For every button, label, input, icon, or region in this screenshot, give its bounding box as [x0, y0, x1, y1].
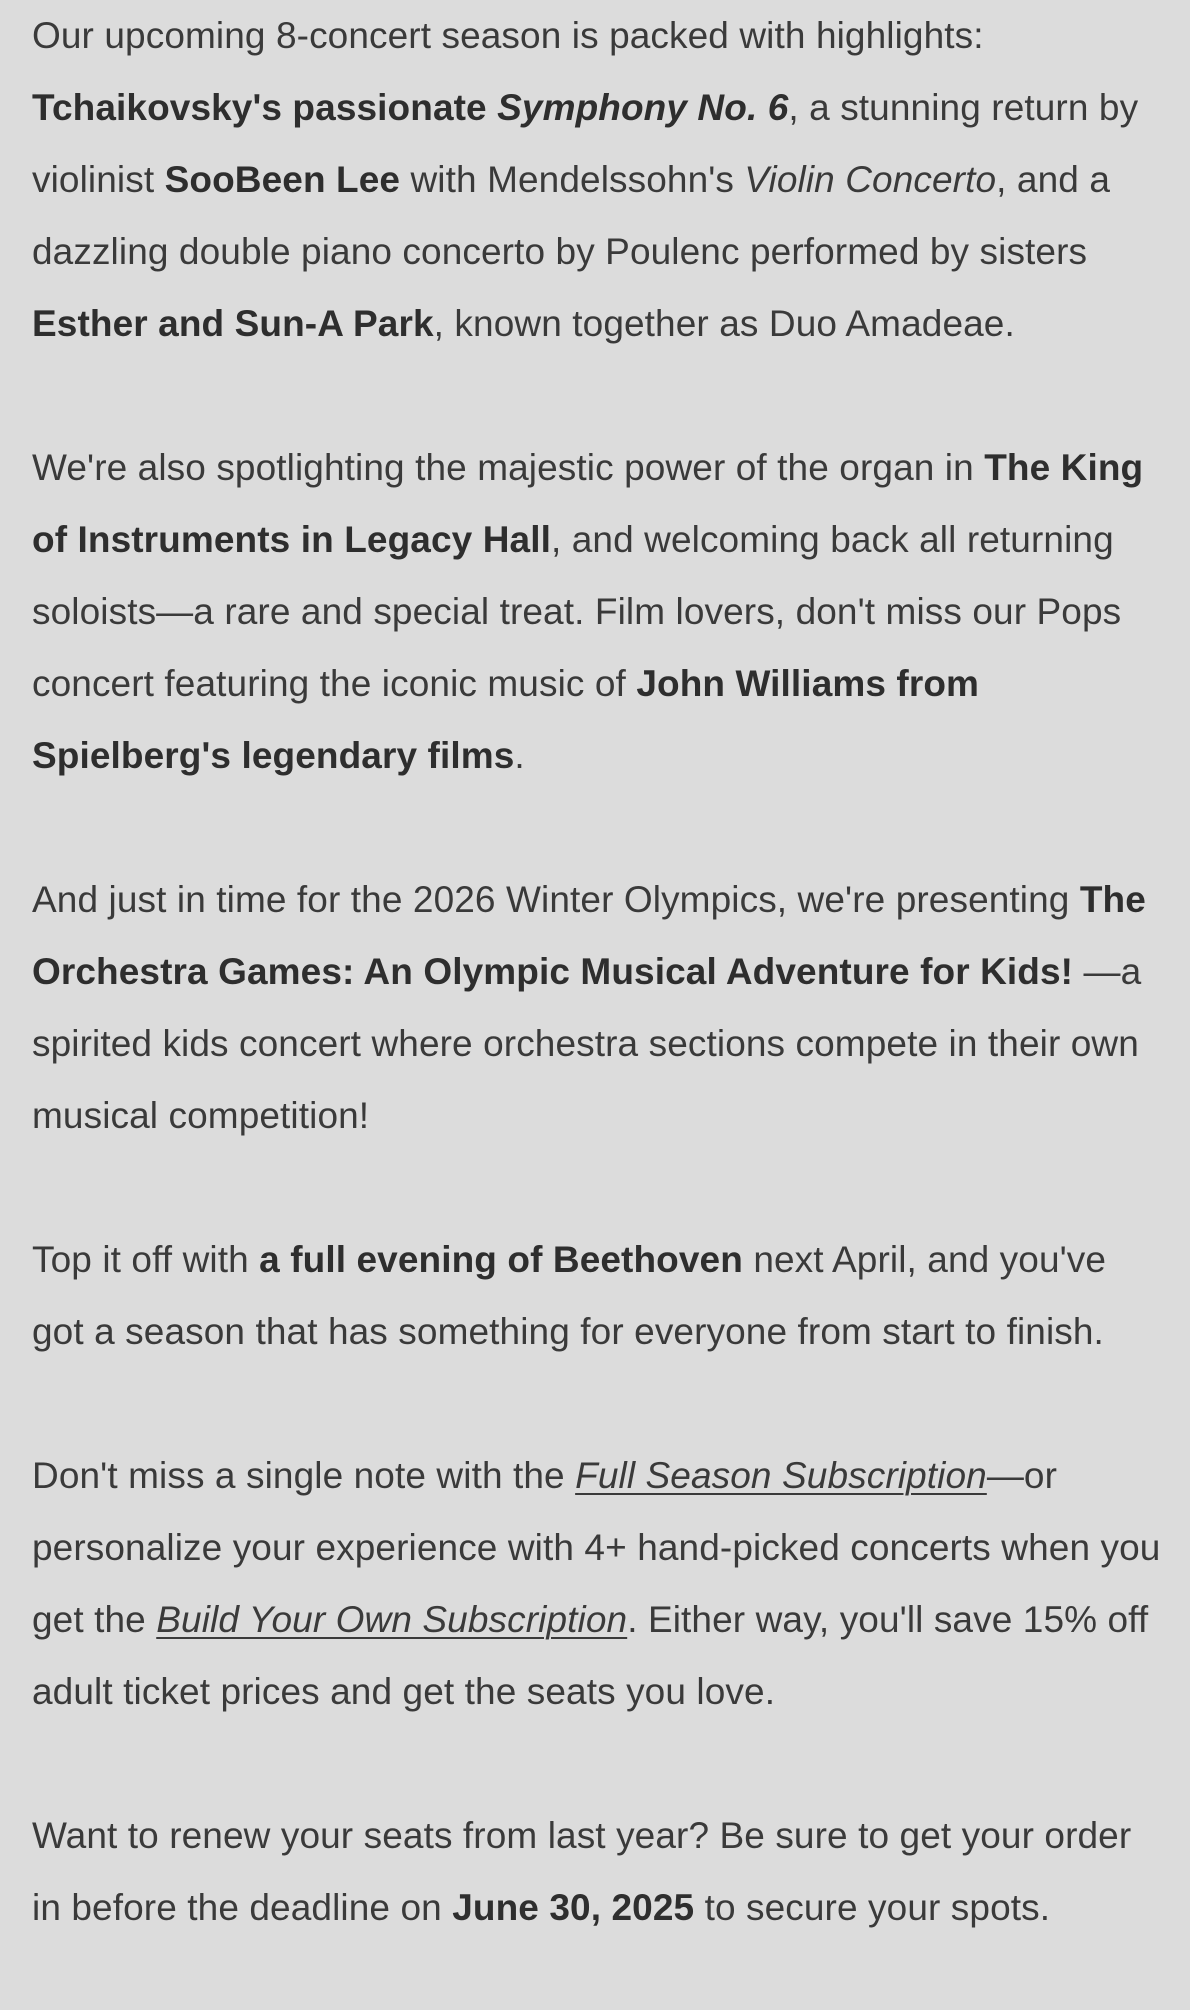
paragraph-spacer [32, 1368, 1162, 1440]
text: , known together as Duo Amadeae. [433, 303, 1015, 344]
concerto-title: Violin Concerto [744, 159, 997, 200]
text: Top it off with [32, 1239, 260, 1280]
organ-pops-paragraph [32, 432, 1162, 792]
build-your-own-subscription-link[interactable]: Build Your Own Subscription [156, 1599, 628, 1640]
text: —a spirited kids concert where orchestra sections compete in their own musical competition! [32, 951, 1142, 1136]
text: . [514, 735, 525, 776]
full-season-subscription-link[interactable]: Full Season Subscription [575, 1455, 987, 1496]
soloist-name: SooBeen Lee [164, 159, 401, 200]
text: , and a dazzling double piano concerto by Poulenc performed by sisters [32, 159, 1111, 272]
season-highlights-paragraph [32, 0, 1162, 360]
paragraph-spacer [32, 1152, 1162, 1224]
beethoven-highlight: a full evening of Beethoven [259, 1239, 743, 1280]
paragraph-spacer [32, 360, 1162, 432]
text: to secure your spots. [694, 1887, 1051, 1928]
text: , and welcoming back all returning soloists—a rare and special treat. Film lovers, don't miss our Pops concert featuring the iconic music of [32, 519, 1122, 704]
text: We're also spotlighting the majestic power of the organ in [32, 447, 985, 488]
symphony-title: Symphony No. 6 [497, 87, 789, 128]
tchaikovsky-highlight: Tchaikovsky's passionate [32, 87, 498, 128]
duo-names: Esther and Sun-A Park [32, 303, 434, 344]
beethoven-paragraph [32, 1224, 1162, 1368]
paragraph-spacer [32, 1728, 1162, 1800]
kids-concert-title: The Orchestra Games: An Olympic Musical Adventure for Kids! [32, 879, 1146, 992]
text: . Either way, you'll save 15% off adult ticket prices and get the seats you love. [32, 1599, 1149, 1712]
renewal-deadline: June 30, 2025 [452, 1887, 695, 1928]
text: , a stunning return by violinist [32, 87, 1139, 200]
text: with Mendelssohn's [400, 159, 745, 200]
organ-concert-title: The King of Instruments in Legacy Hall [32, 447, 1144, 560]
text: Our upcoming 8-concert season is packed with highlights: [32, 15, 984, 56]
renewal-paragraph [32, 1800, 1162, 1944]
kids-concert-paragraph [32, 864, 1162, 1152]
text: Don't miss a single note with the [32, 1455, 576, 1496]
pops-concert-title: John Williams from Spielberg's legendary films [32, 663, 980, 776]
text: And just in time for the 2026 Winter Olympics, we're presenting [32, 879, 1080, 920]
paragraph-spacer [32, 792, 1162, 864]
text: Want to renew your seats from last year? Be sure to get your order in before the deadline on [32, 1815, 1132, 1928]
text: next April, and you've got a season that has something for everyone from start to finish. [32, 1239, 1107, 1352]
text: —or personalize your experience with 4+ hand-picked concerts when you get the [32, 1455, 1161, 1640]
subscription-paragraph [32, 1440, 1162, 1728]
